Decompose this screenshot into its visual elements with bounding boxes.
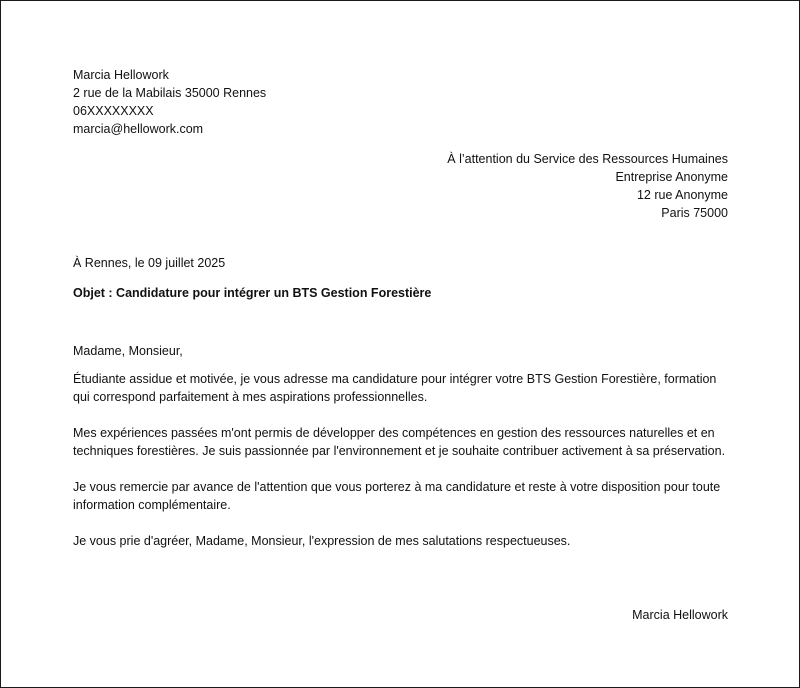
letter-body <box>73 342 728 568</box>
subject-line: Objet : Candidature pour intégrer un BTS Gestion Forestière <box>73 286 432 300</box>
body-paragraph: Je vous remercie par avance de l'attention que vous porterez à ma candidature et reste à votre disposition pour toute information complémentaire. <box>73 480 721 512</box>
recipient-street: 12 rue Anonyme <box>636 188 728 202</box>
greeting: Madame, Monsieur, <box>73 344 183 358</box>
sender-address: 2 rue de la Mabilais 35000 Rennes <box>73 86 267 100</box>
date-line: À Rennes, le 09 juillet 2025 <box>73 256 226 270</box>
closing-paragraph: Je vous prie d'agréer, Madame, Monsieur, l'expression de mes salutations respectueuses. <box>73 534 571 548</box>
sender-name: Marcia Hellowork <box>73 68 169 82</box>
body-paragraph: Étudiante assidue et motivée, je vous adresse ma candidature pour intégrer votre BTS Gestion Forestière, formation qui correspond parfaitement à mes aspirations professionnelles. <box>73 372 717 404</box>
sender-email: marcia@hellowork.com <box>73 122 204 136</box>
recipient-block <box>73 150 728 222</box>
signature: Marcia Hellowork <box>632 608 728 622</box>
sender-phone: 06XXXXXXXX <box>73 104 154 118</box>
recipient-company: Entreprise Anonyme <box>615 170 728 184</box>
recipient-city: Paris 75000 <box>661 206 728 220</box>
body-paragraph: Mes expériences passées m'ont permis de développer des compétences en gestion des ressources naturelles et en techniques forestières. Je suis passionnée par l'environnement et je souhaite contribuer activement à sa préservation. <box>73 426 726 458</box>
recipient-attention: À l’attention du Service des Ressources Humaines <box>447 152 728 166</box>
sender-block <box>73 66 728 138</box>
